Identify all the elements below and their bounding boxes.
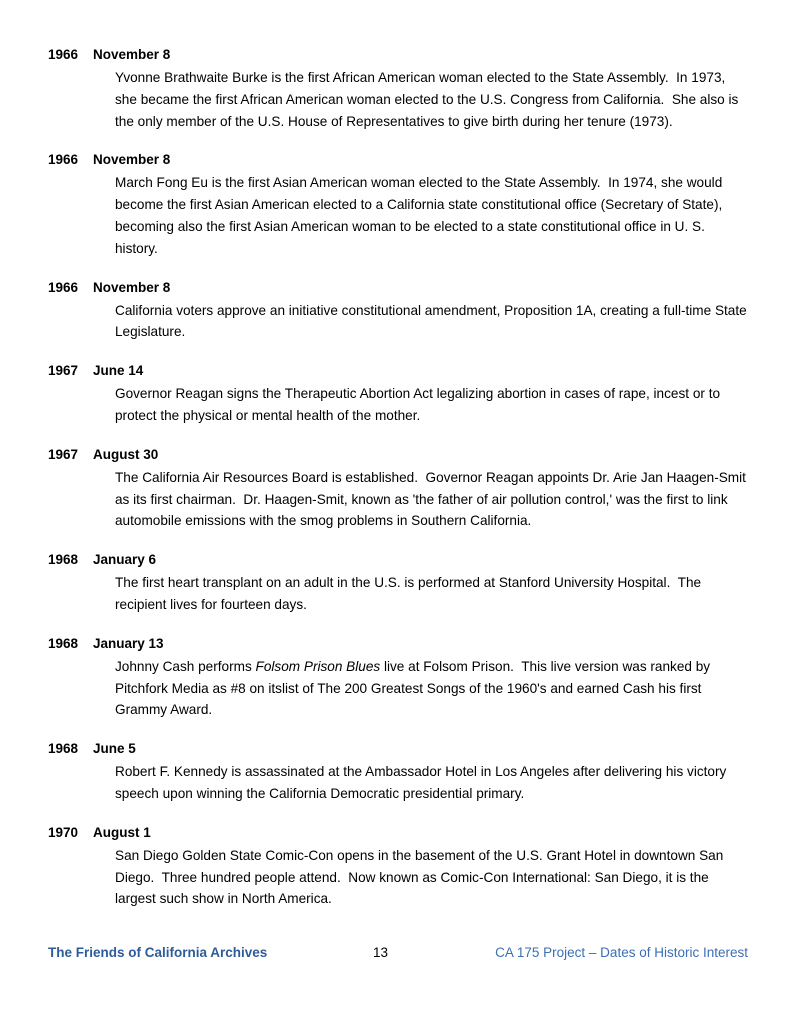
entry-heading	[48, 823, 748, 843]
entry-heading	[48, 739, 748, 759]
entry-heading	[48, 550, 748, 570]
entry-year: 1967	[48, 446, 79, 462]
entry-body	[115, 467, 750, 532]
entry-body-text: San Diego Golden State Comic-Con opens in the basement of the U.S. Grant Hotel in downtown San Diego. Three hundred people attend. Now known as Comic-Con International: San Diego, it is the largest such show in North America.	[115, 847, 728, 907]
timeline-entry	[48, 150, 748, 259]
entry-date: June 14	[93, 363, 144, 379]
entry-date: August 30	[93, 446, 159, 462]
entry-heading	[48, 634, 748, 654]
footer-project-title: CA 175 Project – Dates of Historic Interest	[495, 945, 748, 960]
timeline-entry	[48, 445, 748, 532]
entry-body	[115, 383, 747, 427]
timeline-entry	[48, 634, 748, 721]
timeline-entries-list	[48, 45, 751, 928]
timeline-entry	[48, 278, 751, 344]
entry-heading	[48, 361, 748, 381]
entry-body-text: Johnny Cash performs	[115, 658, 256, 674]
entry-body	[115, 656, 747, 721]
entry-year: 1968	[48, 635, 79, 651]
entry-body	[115, 67, 747, 132]
entry-year: 1970	[48, 824, 79, 840]
entry-body-text: Robert F. Kennedy is assassinated at the Ambassador Hotel in Los Angeles after delivering his victory speech upon winning the California Democratic presidential primary.	[115, 764, 731, 801]
footer-page-number: 13	[373, 945, 389, 960]
entry-year: 1966	[48, 47, 79, 62]
entry-body-text: Yvonne Brathwaite Burke is the first African American woman elected to the State Assembly. In 1973, she became the first African American woman elected to the U.S. Congress from California. She also is the only member of the U.S. House of Representatives to give birth during her tenure (1973).	[115, 70, 743, 129]
entry-year: 1967	[48, 363, 79, 379]
entry-body-text: Governor Reagan signs the Therapeutic Abortion Act legalizing abortion in cases of rape, incest or to protect the physical or mental health of the mother.	[115, 386, 724, 423]
entry-date: January 13	[93, 635, 164, 651]
timeline-entry	[48, 45, 748, 132]
entry-body	[115, 845, 747, 910]
timeline-entry	[48, 550, 748, 616]
entry-date: June 5	[93, 741, 136, 757]
entry-body	[115, 572, 747, 616]
timeline-entry	[48, 739, 748, 805]
entry-year: 1968	[48, 741, 79, 757]
timeline-entry	[48, 361, 748, 427]
entry-heading	[48, 445, 748, 465]
entry-heading	[48, 278, 748, 298]
entry-date: August 1	[93, 824, 151, 840]
entry-body	[115, 172, 747, 259]
entry-body-text: The California Air Resources Board is established. Governor Reagan appoints Dr. Arie Jan Haagen-Smit as its first chairman. Dr. Haagen-Smit, known as 'the father of air pollution control,' was the first to link automobile emissions with the smog problems in Southern California.	[115, 469, 750, 529]
entry-date: November 8	[93, 152, 171, 168]
entry-body-text: California voters approve an initiative constitutional amendment, Proposition 1A, creating a full-time State Legislature.	[115, 302, 751, 340]
entry-date: January 6	[93, 552, 157, 568]
entry-date: November 8	[93, 279, 171, 295]
footer-organization-name: The Friends of California Archives	[48, 945, 268, 960]
entry-date: November 8	[93, 47, 171, 62]
entry-year: 1966	[48, 152, 79, 168]
entry-body-text-cont: live at Folsom Prison. This live version was ranked by Pitchfork Media as #8 on itslist of The 200 Greatest Songs of the 1960's and earned Cash his first Grammy Award.	[115, 658, 714, 718]
entry-body-text: March Fong Eu is the first Asian American woman elected to the State Assembly. In 1974, she would become the first Asian American elected to a California state constitutional office (Secretary of State), becoming also the first Asian American woman to be elected to a state constitutional office in U. S. history.	[115, 175, 727, 256]
timeline-entry	[48, 823, 748, 910]
entry-body-italic: Folsom Prison Blues	[255, 658, 381, 674]
entry-heading	[48, 45, 748, 65]
entry-year: 1966	[48, 279, 79, 295]
entry-body	[115, 300, 751, 344]
page-footer	[48, 942, 748, 964]
entry-heading	[48, 150, 748, 170]
entry-year: 1968	[48, 552, 79, 568]
entry-body-text: The first heart transplant on an adult in the U.S. is performed at Stanford University Hospital. The recipient lives for fourteen days.	[115, 575, 705, 612]
entry-body	[115, 761, 747, 805]
